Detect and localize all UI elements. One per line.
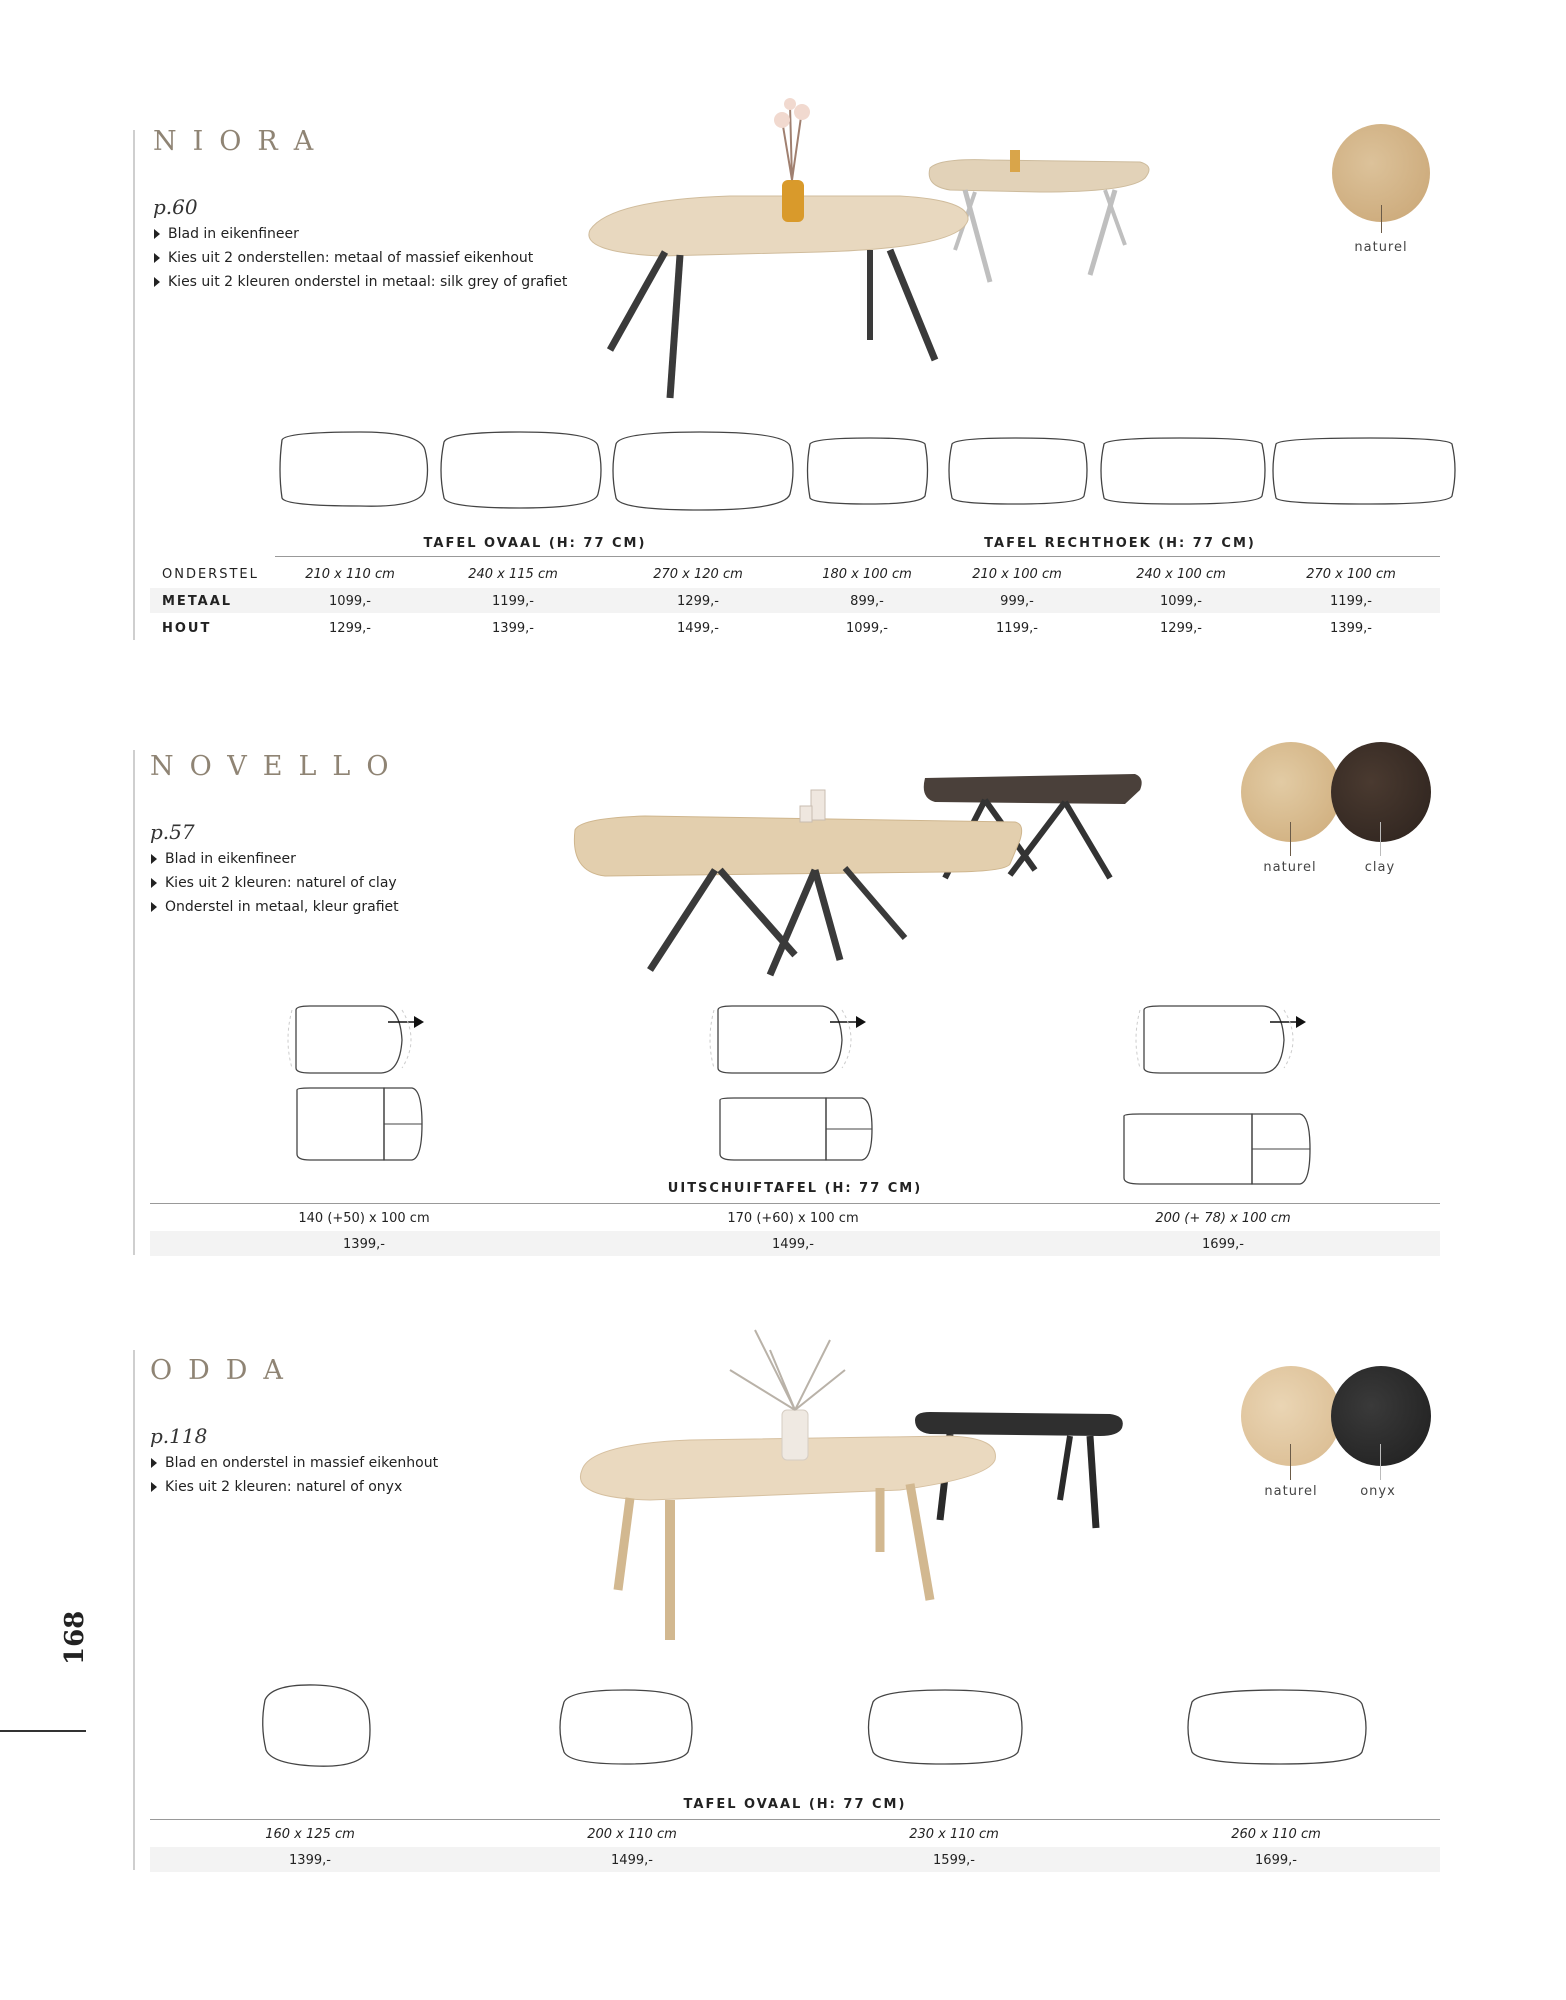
niora-group-rect: TAFEL RECHTHOEK (H: 77 CM) xyxy=(984,536,1256,551)
niora-title: NIORA xyxy=(153,126,330,157)
table-cell: 1099,- xyxy=(1160,594,1202,609)
table-cell: 1499,- xyxy=(772,1237,814,1252)
novello-title: NOVELLO xyxy=(150,751,405,782)
odda-size: 200 x 110 cm xyxy=(587,1827,677,1842)
odda-size: 260 x 110 cm xyxy=(1231,1827,1321,1842)
odda-title: ODDA xyxy=(150,1355,299,1386)
list-item: Blad en onderstel in massief eikenhout xyxy=(150,1451,438,1475)
niora-size: 270 x 120 cm xyxy=(653,567,743,582)
list-item: Kies uit 2 kleuren: naturel of onyx xyxy=(150,1475,438,1499)
list-item: Kies uit 2 kleuren onderstel in metaal: silk grey of grafiet xyxy=(153,270,567,294)
table-cell: 1699,- xyxy=(1202,1237,1244,1252)
list-item: Blad in eikenfineer xyxy=(150,847,399,871)
list-item: Blad in eikenfineer xyxy=(153,222,567,246)
table-cell: 1599,- xyxy=(933,1853,975,1868)
table-cell: 1499,- xyxy=(611,1853,653,1868)
table-cell: 1299,- xyxy=(329,621,371,636)
odda-swatch-label-onyx: onyx xyxy=(1360,1484,1396,1499)
novello-size: 200 (+ 78) x 100 cm xyxy=(1155,1211,1291,1226)
novello-size: 140 (+50) x 100 cm xyxy=(298,1211,430,1226)
odda-page-ref: p.118 xyxy=(150,1424,208,1448)
list-item: Onderstel in metaal, kleur grafiet xyxy=(150,895,399,919)
niora-group-oval: TAFEL OVAAL (H: 77 CM) xyxy=(423,536,647,551)
novello-page-ref: p.57 xyxy=(150,820,195,844)
table-cell: 1499,- xyxy=(677,621,719,636)
niora-size: 270 x 100 cm xyxy=(1306,567,1396,582)
list-item: Kies uit 2 onderstellen: metaal of massief eikenhout xyxy=(153,246,567,270)
novello-swatch-label-naturel: naturel xyxy=(1263,860,1317,875)
niora-row-hout-label: HOUT xyxy=(162,621,212,636)
novello-size: 170 (+60) x 100 cm xyxy=(727,1211,859,1226)
odda-group-header: TAFEL OVAAL (H: 77 CM) xyxy=(683,1797,907,1812)
niora-size: 210 x 100 cm xyxy=(972,567,1062,582)
novello-group-header: UITSCHUIFTAFEL (H: 77 CM) xyxy=(667,1181,923,1196)
table-cell: 1699,- xyxy=(1255,1853,1297,1868)
odda-header-rule xyxy=(150,1819,1440,1820)
table-cell: 1299,- xyxy=(1160,621,1202,636)
table-cell: 899,- xyxy=(850,594,884,609)
table-cell: 1399,- xyxy=(289,1853,331,1868)
table-cell: 1399,- xyxy=(343,1237,385,1252)
table-cell: 1199,- xyxy=(1330,594,1372,609)
table-cell: 1099,- xyxy=(846,621,888,636)
table-cell: 1299,- xyxy=(677,594,719,609)
niora-size: 210 x 110 cm xyxy=(305,567,395,582)
niora-size: 240 x 115 cm xyxy=(468,567,558,582)
table-cell: 1099,- xyxy=(329,594,371,609)
table-cell: 1399,- xyxy=(492,621,534,636)
table-cell: 1199,- xyxy=(492,594,534,609)
table-cell: 999,- xyxy=(1000,594,1034,609)
niora-size: 180 x 100 cm xyxy=(822,567,912,582)
odda-size: 160 x 125 cm xyxy=(265,1827,355,1842)
page-number: 168 xyxy=(60,1610,90,1665)
niora-row-header: ONDERSTEL xyxy=(162,567,259,582)
table-cell: 1399,- xyxy=(1330,621,1372,636)
table-cell: 1199,- xyxy=(996,621,1038,636)
novello-swatch-label-clay: clay xyxy=(1364,860,1396,875)
niora-page-ref: p.60 xyxy=(153,195,198,219)
niora-size: 240 x 100 cm xyxy=(1136,567,1226,582)
odda-swatch-label-naturel: naturel xyxy=(1264,1484,1318,1499)
niora-swatch-label: naturel xyxy=(1354,240,1408,255)
niora-row-metaal-label: METAAL xyxy=(162,594,233,609)
odda-size: 230 x 110 cm xyxy=(909,1827,999,1842)
list-item: Kies uit 2 kleuren: naturel of clay xyxy=(150,871,399,895)
